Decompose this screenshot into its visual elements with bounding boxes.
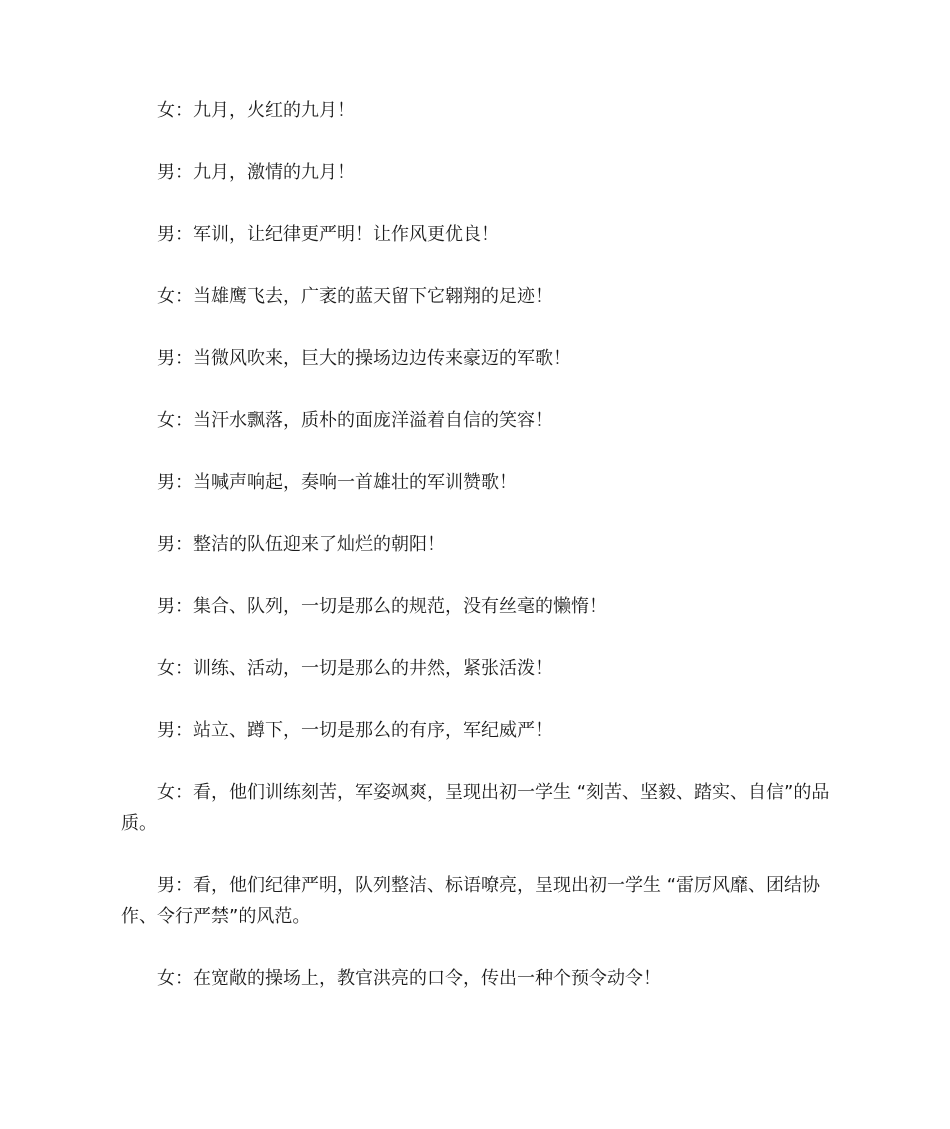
paragraph: 男：军训，让纪律更严明！让作风更优良！ <box>157 224 499 245</box>
paragraph: 女：在宽敞的操场上，教官洪亮的口令，传出一种个预令动令！ <box>157 968 661 989</box>
paragraph: 男：当微风吹来，巨大的操场边边传来豪迈的军歌！ <box>157 348 571 369</box>
paragraph: 男：当喊声响起，奏响一首雄壮的军训赞歌！ <box>157 472 517 493</box>
paragraph: 女：当汗水飘落，质朴的面庞洋溢着自信的笑容！ <box>157 410 553 431</box>
paragraph: 男：集合、队列，一切是那么的规范，没有丝毫的懒惰！ <box>157 596 607 617</box>
document-page <box>121 95 833 1025</box>
paragraph: 女：训练、活动，一切是那么的井然，紧张活泼！ <box>157 658 553 679</box>
paragraph: 男：站立、蹲下，一切是那么的有序，军纪威严！ <box>157 720 553 741</box>
paragraph: 男：整洁的队伍迎来了灿烂的朝阳！ <box>157 534 445 555</box>
paragraph: 男：看，他们纪律严明，队列整洁、标语嘹亮，呈现出初一学生 “雷厉风靡、团结协作、令行严禁”的风范。 <box>121 875 821 927</box>
paragraph: 女：当雄鹰飞去，广袤的蓝天留下它翱翔的足迹！ <box>157 286 553 307</box>
paragraph: 女：看，他们训练刻苦，军姿飒爽，呈现出初一学生 “刻苦、坚毅、踏实、自信”的品质。 <box>121 782 830 834</box>
paragraph: 男：九月，激情的九月！ <box>157 162 355 183</box>
paragraph: 女：九月，火红的九月！ <box>157 100 355 121</box>
